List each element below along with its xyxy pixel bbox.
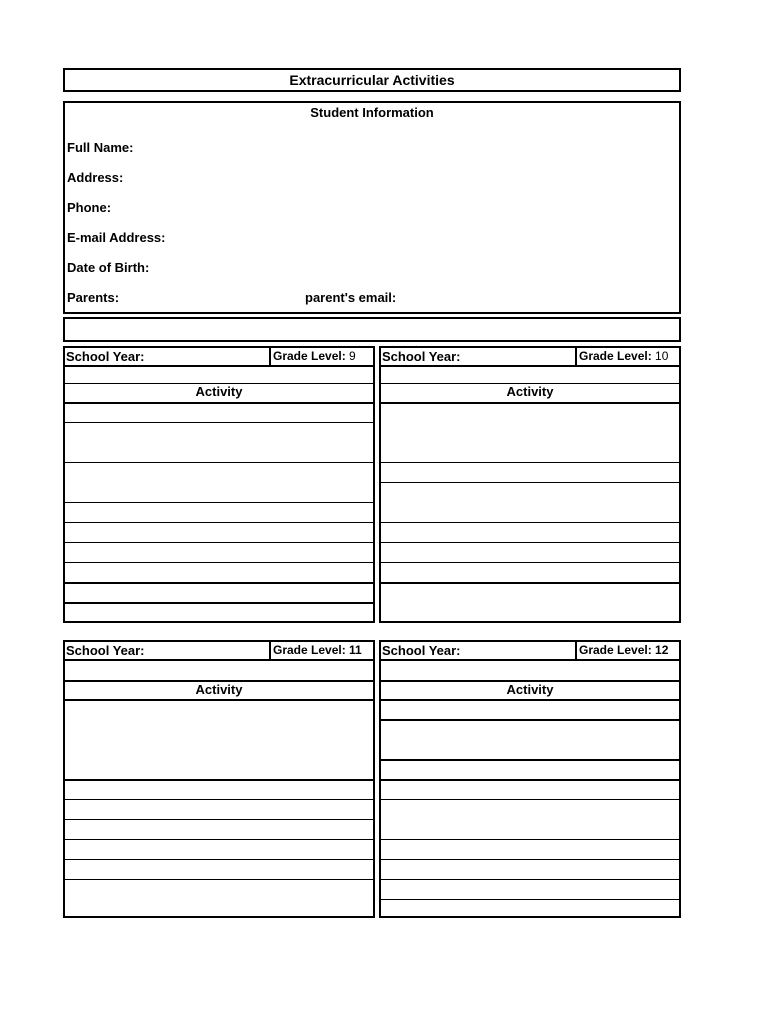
school-year-label: School Year: — [66, 349, 145, 364]
school-year-label: School Year: — [66, 643, 145, 658]
grade-11-block — [63, 640, 375, 918]
activity-row-line — [65, 462, 373, 463]
grade-level-cell — [575, 348, 679, 365]
parents-label: Parents: — [67, 290, 120, 305]
grade-level-cell — [269, 348, 373, 365]
email-label: E-mail Address: — [67, 230, 166, 245]
grade-9-header-row — [65, 348, 373, 367]
grade-level-value: 10 — [655, 349, 669, 363]
date-of-birth-label: Date of Birth: — [67, 260, 150, 275]
activity-row-line — [65, 819, 373, 820]
grade-9-block — [63, 346, 375, 623]
grade-level-label: Grade Level: — [273, 349, 346, 363]
parent-email-label: parent's email: — [305, 290, 397, 305]
activity-row-line — [65, 502, 373, 503]
activity-header: Activity — [195, 384, 243, 399]
address-label: Address: — [67, 170, 124, 185]
activity-row-line — [65, 522, 373, 523]
grade-12-header-row — [381, 642, 679, 661]
activity-row-line — [381, 759, 679, 761]
form-title: Extracurricular Activities — [63, 68, 681, 92]
activity-row-line — [381, 839, 679, 840]
activity-row-line — [381, 562, 679, 563]
activity-row-line — [65, 839, 373, 840]
activity-row-line — [381, 719, 679, 721]
activity-row-line — [381, 779, 679, 781]
blank-row — [63, 317, 681, 342]
activity-row-line — [381, 482, 679, 483]
activity-row-line — [65, 859, 373, 860]
activity-row-line — [381, 582, 679, 584]
grade-level-cell — [575, 642, 679, 659]
activity-row-line — [65, 542, 373, 543]
grade-10-block — [379, 346, 681, 623]
activity-row-line — [381, 899, 679, 900]
activity-row-line — [381, 699, 679, 701]
activity-row-line — [65, 562, 373, 563]
activity-row-line — [65, 582, 373, 584]
activity-row-line — [65, 422, 373, 423]
activity-row-line — [381, 799, 679, 800]
activity-row-line — [381, 462, 679, 463]
full-name-label: Full Name: — [67, 140, 134, 155]
activity-row-line — [381, 402, 679, 404]
activity-row-line — [65, 699, 373, 701]
activity-row-line — [381, 542, 679, 543]
grade-level-value: 11 — [349, 643, 362, 657]
activity-row-line — [65, 602, 373, 604]
grade-10-header-row — [381, 348, 679, 367]
school-year-label: School Year: — [382, 349, 461, 364]
grade-11-header-row — [65, 642, 373, 661]
activity-header: Activity — [506, 682, 554, 697]
grade-level-label: Grade Level: — [579, 349, 652, 363]
activity-header: Activity — [506, 384, 554, 399]
grade-level-value: 9 — [349, 349, 356, 363]
grade-level-label: Grade Level: — [579, 643, 652, 657]
grade-level-value: 12 — [655, 643, 669, 657]
school-year-label: School Year: — [382, 643, 461, 658]
activity-header: Activity — [195, 682, 243, 697]
activity-row-line — [381, 859, 679, 860]
activity-row-line — [381, 522, 679, 523]
grade-level-label: Grade Level: — [273, 643, 346, 657]
activity-row-line — [65, 799, 373, 800]
student-information-header: Student Information — [310, 105, 434, 120]
activity-row-line — [65, 779, 373, 781]
grade-level-cell — [269, 642, 373, 659]
activity-row-line — [381, 879, 679, 880]
student-information-section — [63, 101, 681, 314]
activity-row-line — [65, 402, 373, 404]
activity-row-line — [65, 879, 373, 880]
grade-12-block — [379, 640, 681, 918]
phone-label: Phone: — [67, 200, 112, 215]
